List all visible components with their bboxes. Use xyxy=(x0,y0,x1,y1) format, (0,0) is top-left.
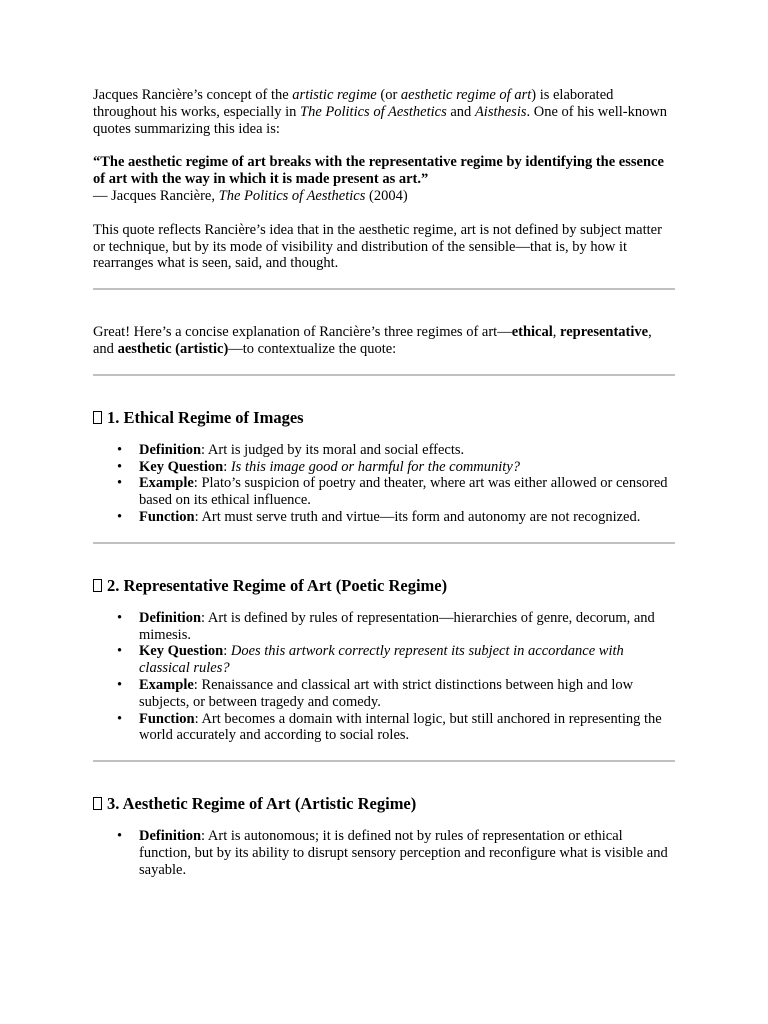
regime-term-representative: representative xyxy=(560,324,649,341)
item-sep: : xyxy=(201,609,208,626)
divider xyxy=(93,542,675,544)
document-page xyxy=(93,87,675,879)
attribution-year: (2004) xyxy=(365,187,408,204)
regimes-intro-text: , and xyxy=(93,324,652,357)
intro-text: ) is elaborated throughout his works, especially in xyxy=(93,87,614,120)
intro-text: (or xyxy=(376,87,401,103)
regimes-intro-text: Great! Here’s a concise explanation of Rancière’s three regimes of art— xyxy=(93,324,512,341)
intro-italic-term: aesthetic regime of art xyxy=(400,87,532,103)
quote-attribution xyxy=(93,188,675,205)
list-item xyxy=(139,828,675,878)
divider xyxy=(93,374,675,376)
item-label: Key Question xyxy=(139,458,224,475)
intro-paragraph xyxy=(93,87,675,137)
section-heading-text: 1. Ethical Regime of Images xyxy=(107,407,304,427)
section-heading-ethical xyxy=(93,408,675,428)
item-text: Art must serve truth and virtue—its form and autonomy are not recognized. xyxy=(201,508,641,525)
item-text: Is this image good or harmful for the community? xyxy=(230,458,521,475)
reflection-paragraph: This quote reflects Rancière’s idea that in the aesthetic regime, art is not defined by subject matter or technique, but by its mode of visibility and distribution of the sensible—that is, by how it rearranges what is seen, said, and thought. xyxy=(93,221,662,272)
item-sep: : xyxy=(194,710,202,727)
item-label: Key Question xyxy=(139,643,224,660)
item-sep: : xyxy=(193,475,202,492)
item-text: Art is judged by its moral and social effects. xyxy=(207,441,465,458)
item-label: Definition xyxy=(139,609,202,626)
section-heading-aesthetic xyxy=(93,794,675,814)
item-label: Function xyxy=(139,710,195,727)
quote-text: “The aesthetic regime of art breaks with the representative regime by identifying the essence of art with the way in which it is made present as art.” xyxy=(93,154,664,188)
list-item xyxy=(139,475,675,509)
item-text: Art becomes a domain with internal logic, but still anchored in representing the world accurately and according to social roles. xyxy=(139,710,662,744)
regime-term-ethical: ethical xyxy=(511,324,553,341)
list-item xyxy=(139,442,675,459)
item-text: Renaissance and classical art with strict distinctions between high and low subjects, or between tragedy and comedy. xyxy=(139,676,634,710)
list-item xyxy=(139,459,675,476)
item-sep: : xyxy=(223,458,231,475)
intro-book-title: The Politics of Aesthetics xyxy=(300,103,447,120)
item-text: Does this artwork correctly represent its subject in accordance with classical rules? xyxy=(139,643,624,677)
list-item xyxy=(139,509,675,526)
attribution-author: — Jacques Rancière, xyxy=(93,187,219,204)
item-text: Art is autonomous; it is defined not by rules of representation or ethical function, but by its ability to disrupt sensory perception and reconfigure what is visible and sayable. xyxy=(139,828,668,878)
item-label: Definition xyxy=(139,441,202,458)
section-heading-text: 2. Representative Regime of Art (Poetic Regime) xyxy=(107,575,448,595)
item-label: Example xyxy=(139,676,194,693)
divider xyxy=(93,288,675,290)
missing-glyph-icon xyxy=(93,411,102,424)
item-label: Function xyxy=(139,508,195,525)
item-label: Definition xyxy=(139,828,202,845)
item-sep: : xyxy=(201,828,208,845)
item-label: Example xyxy=(139,475,194,492)
section-heading-text: 3. Aesthetic Regime of Art (Artistic Regime) xyxy=(107,794,417,814)
list-item xyxy=(139,610,675,644)
list-item xyxy=(139,711,675,745)
intro-book-title: Aisthesis xyxy=(474,103,527,120)
section-heading-representative xyxy=(93,576,675,596)
list-item xyxy=(139,643,675,677)
regime-term-aesthetic: aesthetic (artistic) xyxy=(117,340,229,357)
intro-text: and xyxy=(446,103,475,120)
attribution-title: The Politics of Aesthetics xyxy=(218,187,366,204)
ethical-regime-list xyxy=(93,442,675,526)
item-text: Plato’s suspicion of poetry and theater, where art was either allowed or censored based on its ethical influence. xyxy=(139,475,668,509)
missing-glyph-icon xyxy=(93,579,102,592)
regimes-intro-text: , xyxy=(552,324,561,341)
intro-italic-term: artistic regime xyxy=(292,87,377,103)
item-sep: : xyxy=(194,508,202,525)
item-sep: : xyxy=(201,441,208,458)
divider xyxy=(93,760,675,762)
item-sep: : xyxy=(193,676,202,693)
missing-glyph-icon xyxy=(93,797,102,810)
regimes-intro-paragraph xyxy=(93,324,675,358)
item-text: Art is defined by rules of representation—hierarchies of genre, decorum, and mimesis. xyxy=(139,609,655,643)
representative-regime-list xyxy=(93,610,675,744)
intro-text: . One of his well-known quotes summarizing this idea is: xyxy=(93,103,668,137)
intro-text: Jacques Rancière’s concept of the xyxy=(93,87,293,103)
regimes-intro-text: —to contextualize the quote: xyxy=(228,340,397,357)
list-item xyxy=(139,677,675,711)
aesthetic-regime-list xyxy=(93,828,675,878)
item-sep: : xyxy=(223,643,231,660)
